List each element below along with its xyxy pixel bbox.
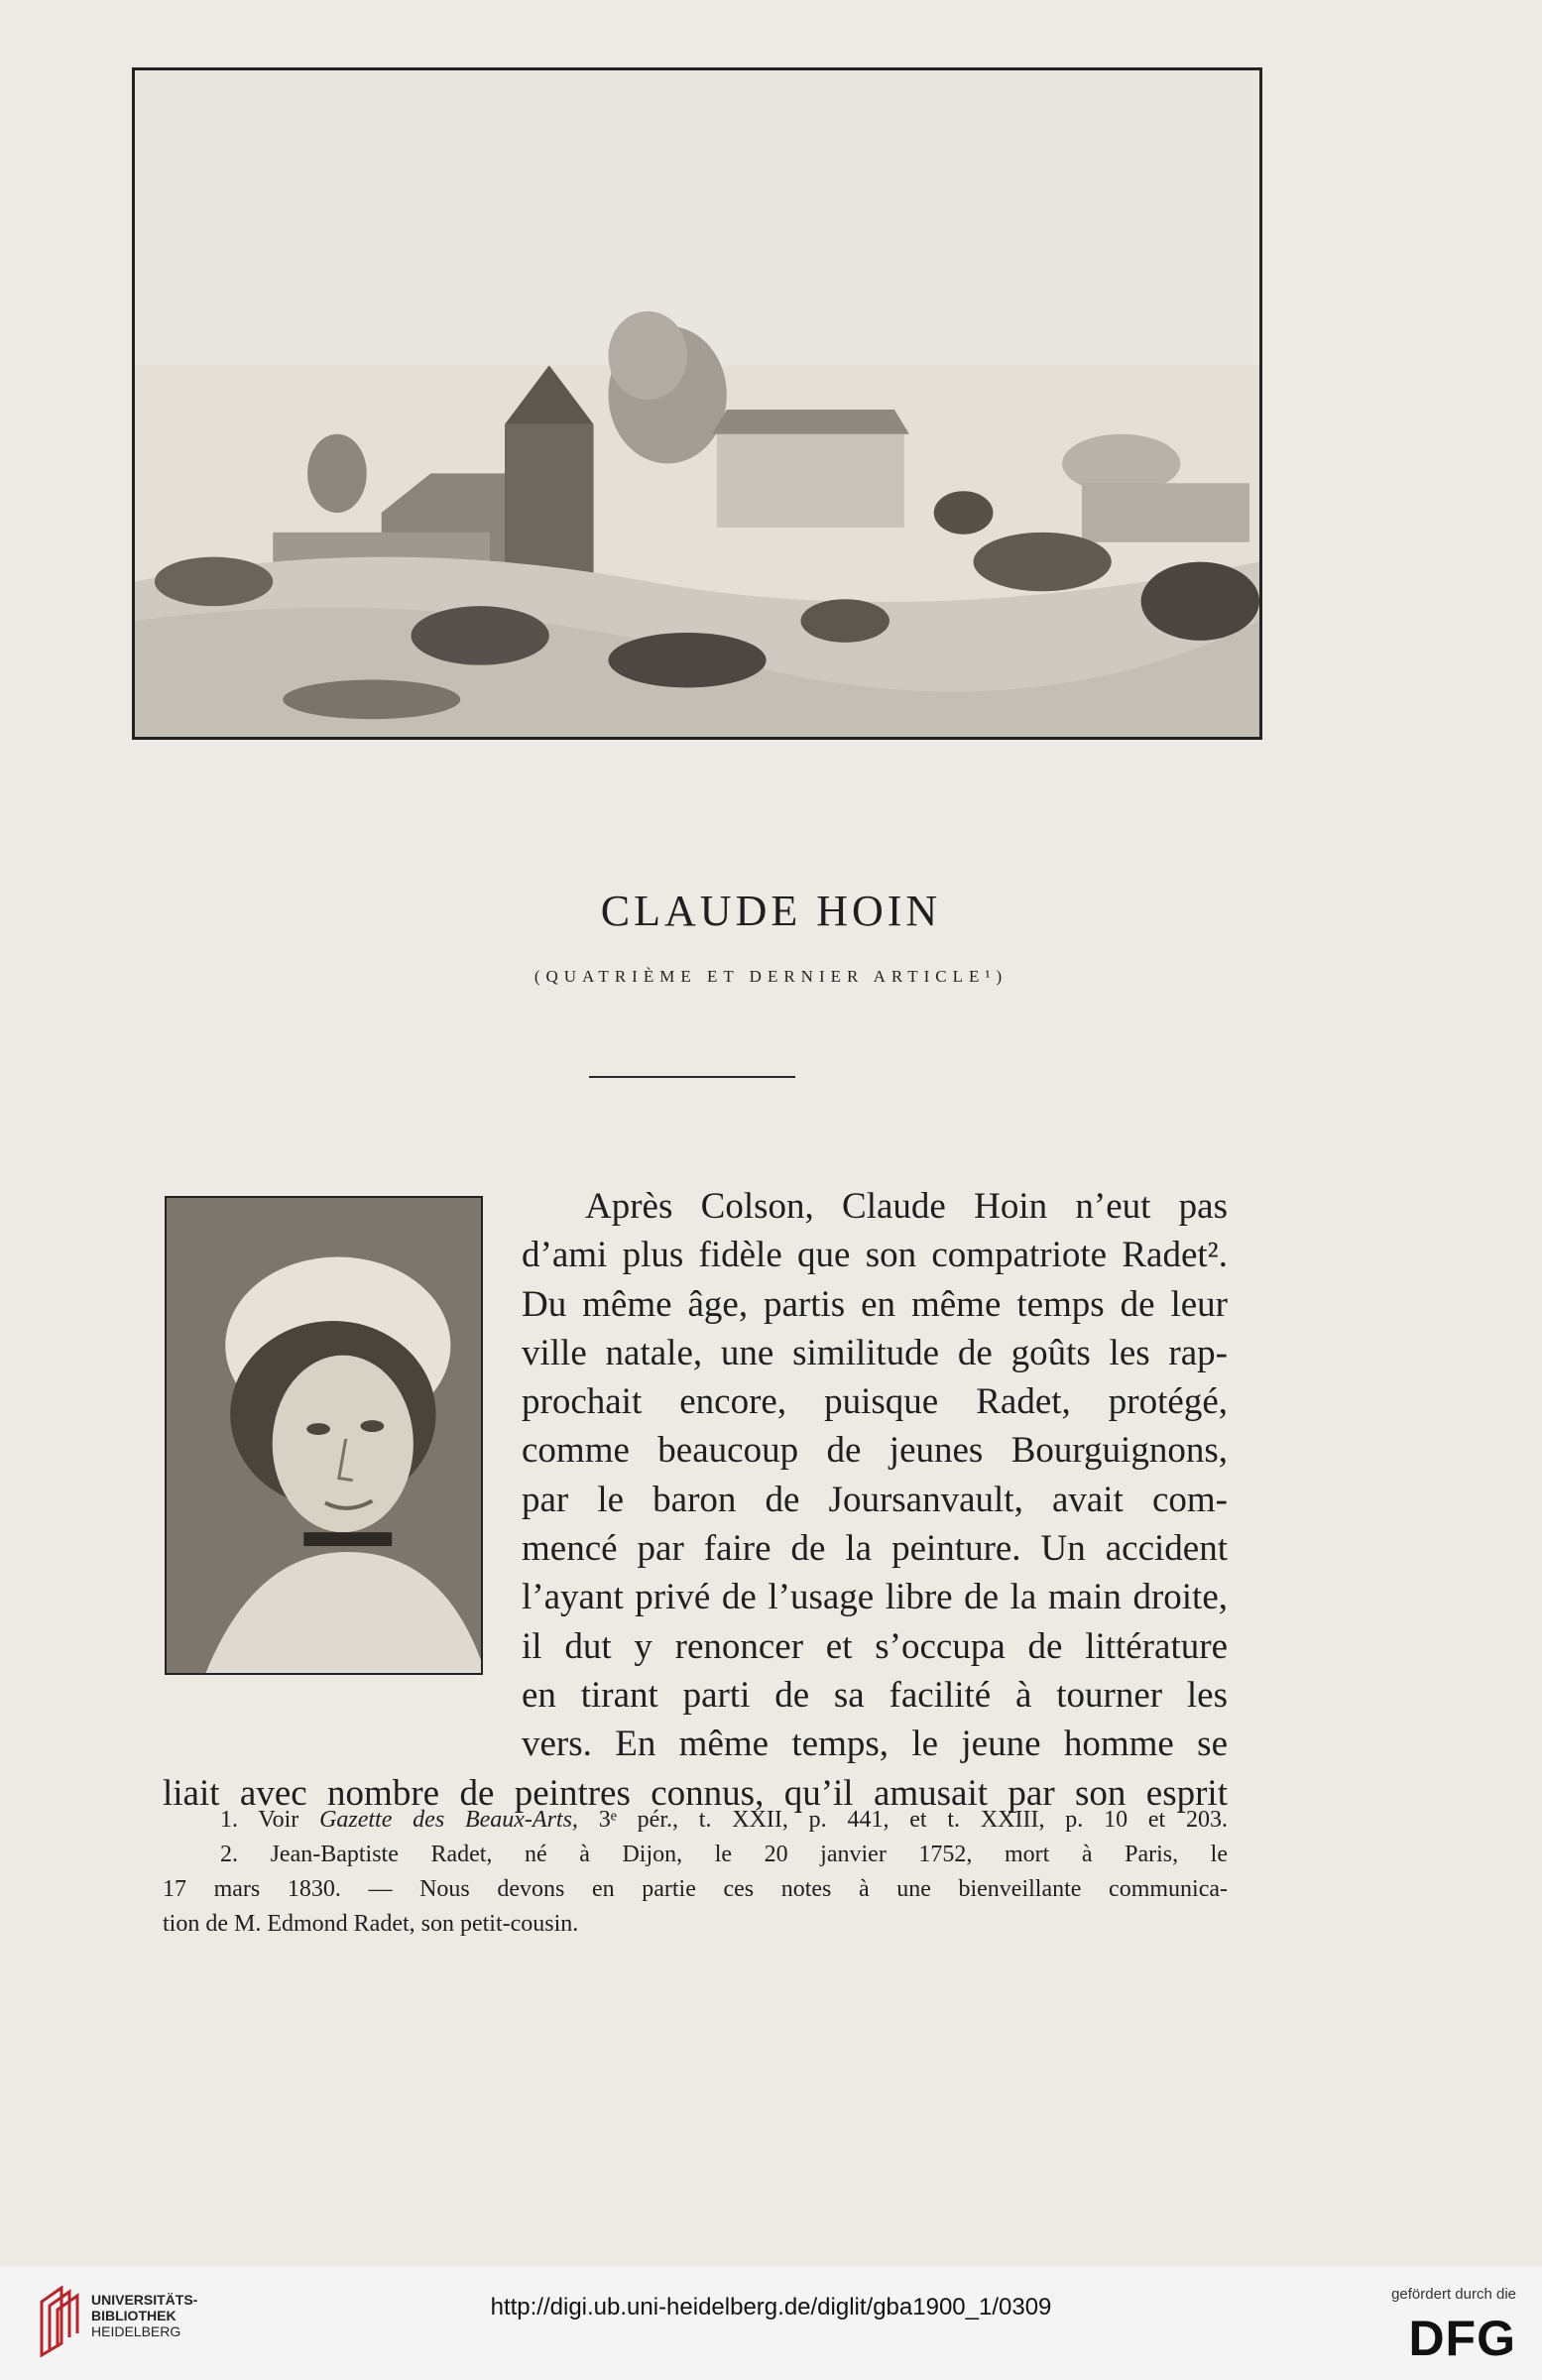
body-line: prochait encore, puisque Radet, protégé,	[522, 1381, 1228, 1423]
body-line: ville natale, une similitude de goûts les rap-	[522, 1332, 1228, 1373]
body-text	[163, 1182, 1228, 1818]
body-line: mencé par faire de la peinture. Un accident	[522, 1528, 1228, 1570]
article-subtitle: (QUATRIÈME ET DERNIER ARTICLE¹)	[534, 967, 1008, 986]
body-line: Du même âge, partis en même temps de leur	[522, 1283, 1228, 1325]
title-divider	[589, 1076, 795, 1078]
body-line: comme beaucoup de jeunes Bourguignons,	[522, 1430, 1228, 1472]
body-line: d’ami plus fidèle que son compatriote Radet².	[522, 1235, 1228, 1276]
body-line: l’ayant privé de l’usage libre de la main droite,	[522, 1577, 1228, 1618]
library-logo-text: UNIVERSITÄTS- BIBLIOTHEK HEIDELBERG	[91, 2292, 198, 2339]
funded-by-label: gefördert durch die	[1391, 2286, 1516, 2303]
footnote-1: 1. Voir Gazette des Beaux-Arts, 3ᵉ pér., t. XXII, p. 441, et t. XXIII, p. 10 et 203.	[220, 1807, 1228, 1833]
footnotes	[163, 1803, 1228, 1942]
footnote-2-end: tion de M. Edmond Radet, son petit-cousin.	[163, 1911, 579, 1937]
landscape-engraving	[132, 67, 1262, 740]
body-line: vers. En même temps, le jeune homme se	[522, 1724, 1228, 1765]
footnote-2-cont: 17 mars 1830. — Nous devons en partie ces notes à une bienveillante communica-	[163, 1876, 1228, 1902]
body-line: Après Colson, Claude Hoin n’eut pas	[585, 1186, 1228, 1227]
footnote-2: 2. Jean-Baptiste Radet, né à Dijon, le 20 janvier 1752, mort à Paris, le	[220, 1842, 1228, 1867]
body-line: liait avec nombre de peintres connus, qu’il amusait par son esprit	[163, 1772, 1228, 1814]
footer-bar	[0, 2266, 1542, 2380]
page-url-link[interactable]: http://digi.ub.uni-heidelberg.de/diglit/gba1900_1/0309	[490, 2294, 1052, 2320]
body-line: en tirant parti de sa facilité à tourner les	[522, 1674, 1228, 1716]
article-title: CLAUDE HOIN	[600, 887, 942, 935]
body-line: par le baron de Joursanvault, avait com-	[522, 1479, 1228, 1520]
dfg-logo: DFG	[1408, 2311, 1516, 2366]
body-line: il dut y renoncer et s’occupa de littérature	[522, 1625, 1228, 1667]
